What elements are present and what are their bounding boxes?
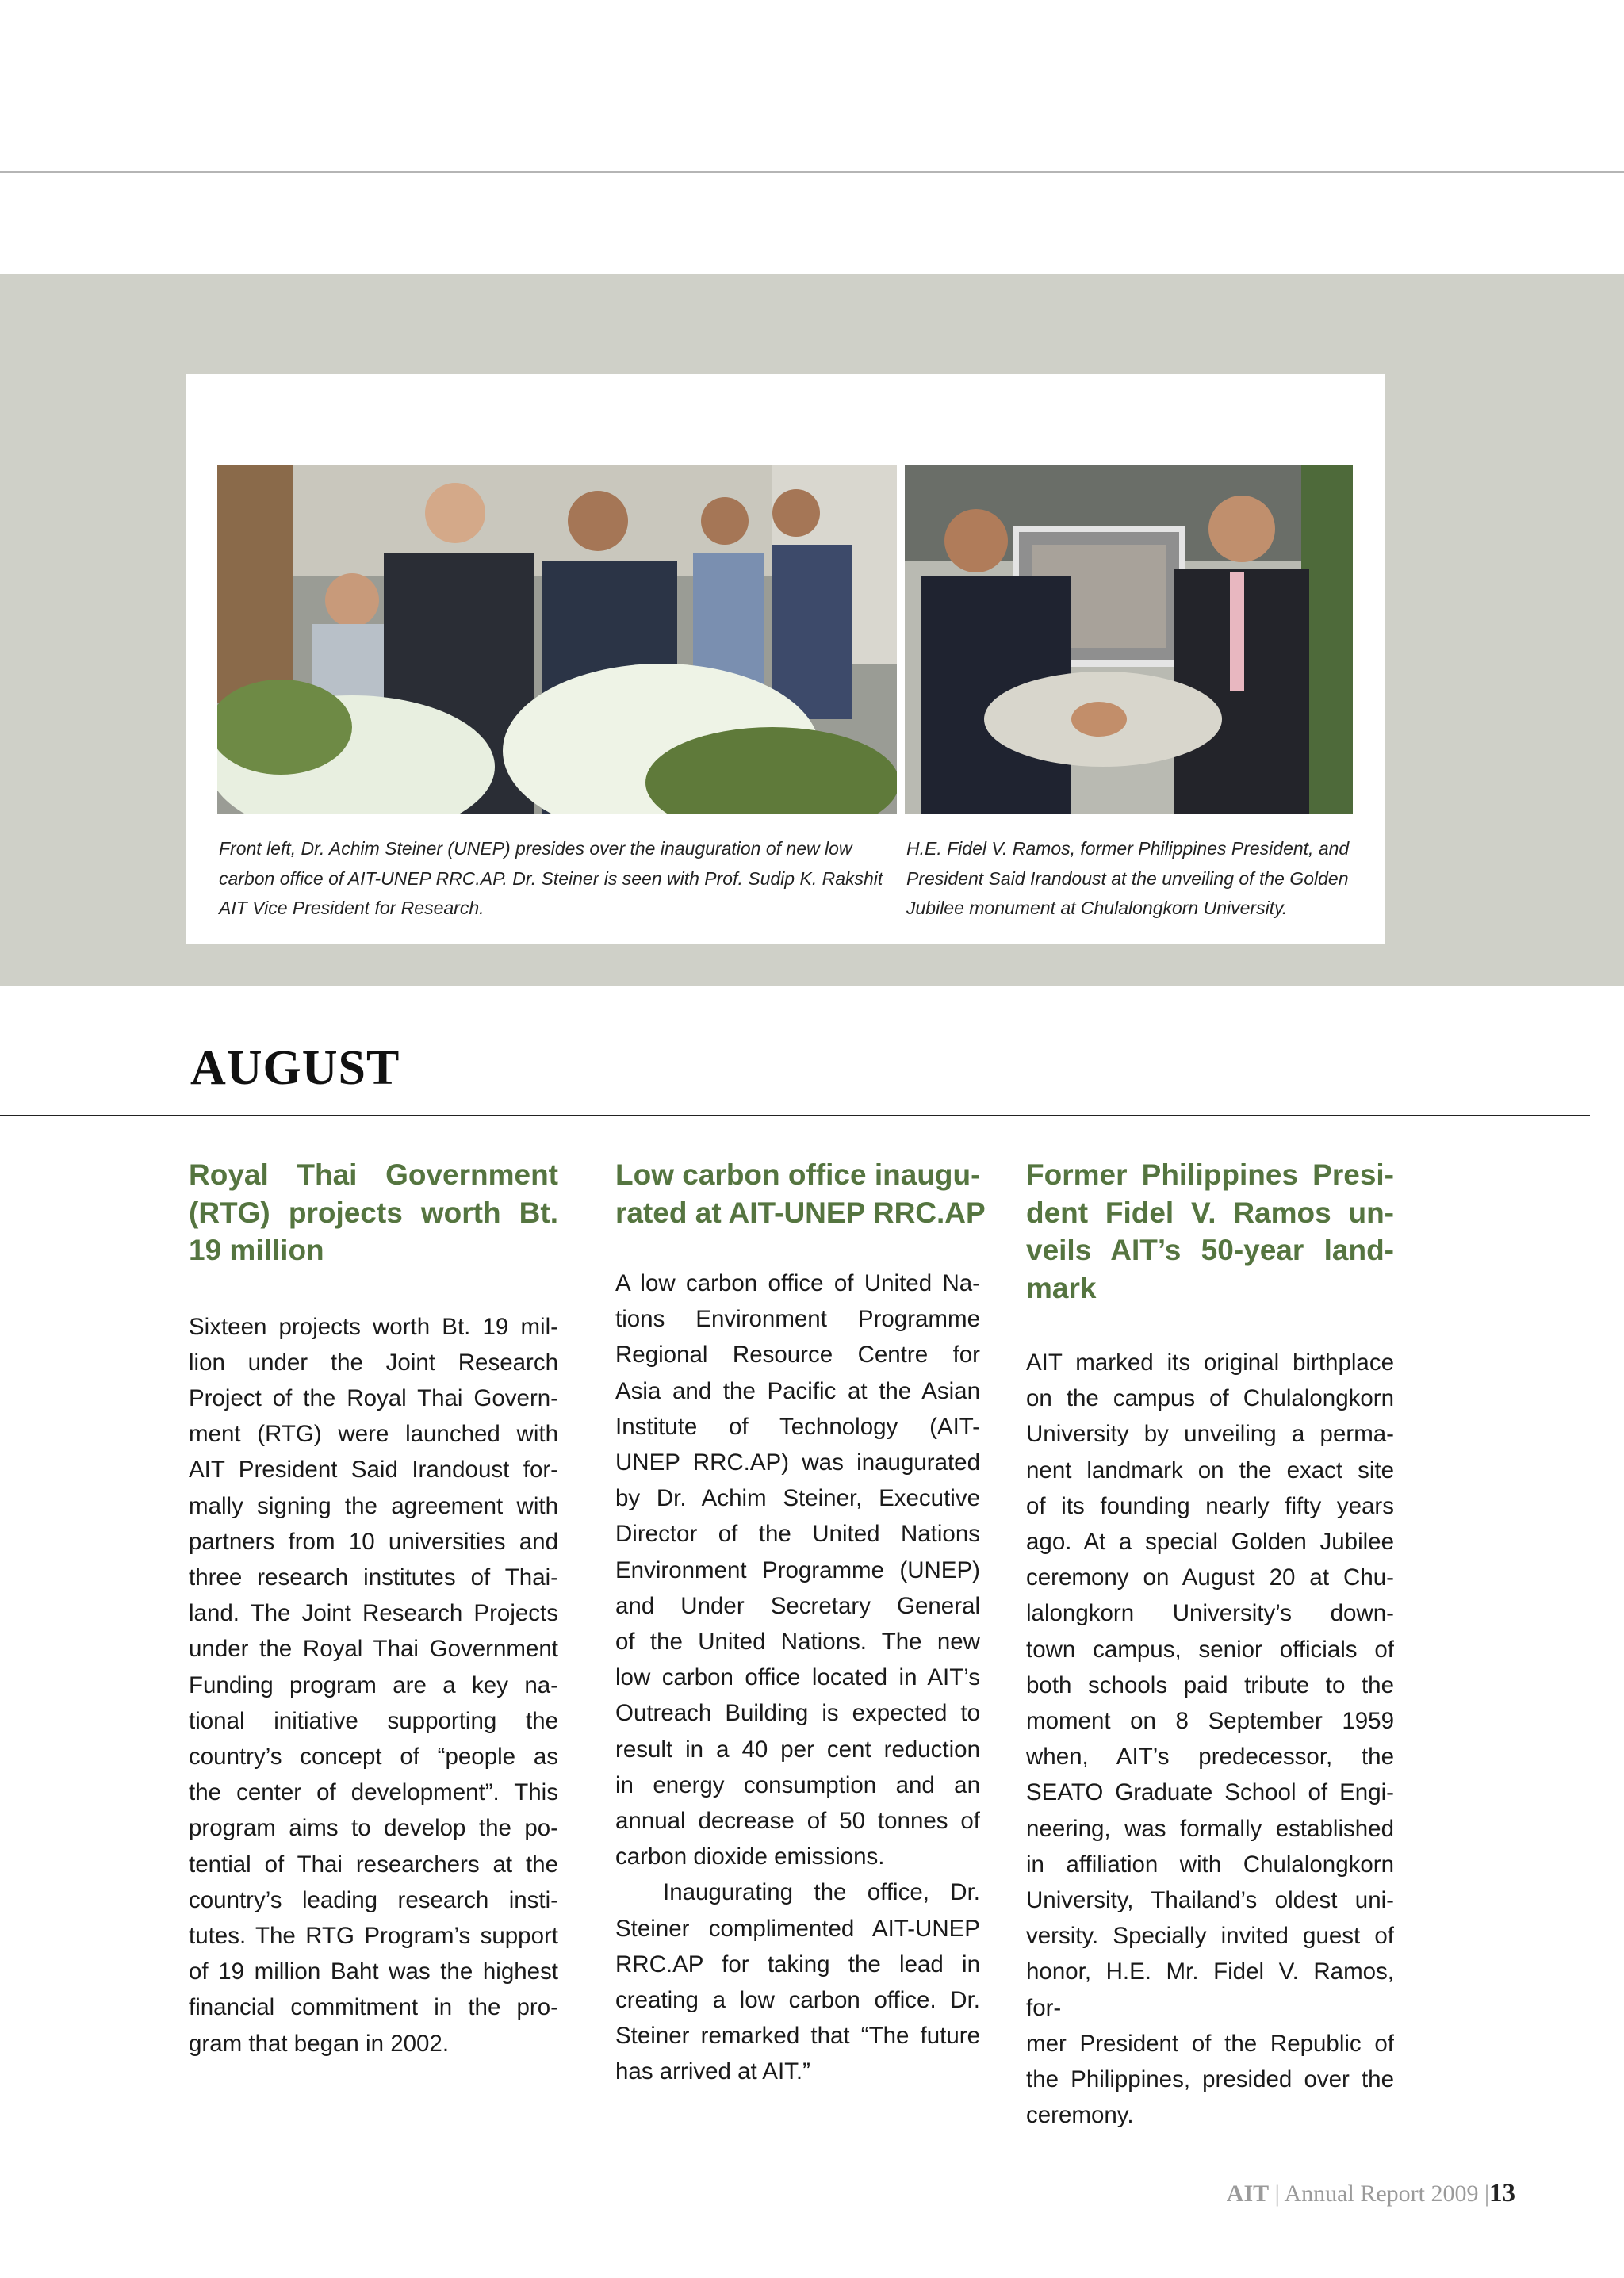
footer-brand: AIT [1226,2180,1270,2207]
article-body: AIT marked its original birthplace on the campus of Chulalongkorn University by unveiling a perma- nent landmark on the exact site of its founding nearly fifty years ago. At a special Golden Jubilee ceremony on August 20 at Chu- lalongkorn University’s down- town campus, senior officials of both schools paid tribute to the moment on 8 September 1959 when, AIT’s predecessor, the SEATO Graduate School of Engi- neering, was formally established in affiliation with Chulalongkorn University, Thailand’s oldest uni- versity. Specially invited guest of honor, H.E. Mr. Fidel V. Ramos, for- mer President of the Republic of the Philippines, presided over the ceremony. [1026,1350,1394,2129]
footer-separator-2: | [1484,2180,1489,2207]
article-title: Former Philippines Presi- dent Fidel V. Ramos un- veils AIT’s 50-year land- mark [1026,1158,1394,1304]
footer-report-title: Annual Report 2009 [1284,2180,1479,2207]
article-title: Royal Thai Government (RTG) projects worth Bt. 19 million [189,1158,558,1266]
article-title: Low carbon office inaugu- rated at AIT-UNEP RRC.AP [615,1158,986,1229]
page-number: 13 [1489,2179,1515,2207]
footer-separator: | [1274,2180,1280,2207]
monument-handshake-photo [905,465,1353,814]
inauguration-photo [217,465,897,814]
article-ramos-landmark [1026,1156,1394,2133]
photo-card [186,374,1385,944]
month-heading: AUGUST [190,1041,400,1095]
article-rtg-projects [189,1156,558,2062]
month-divider [0,1115,1590,1116]
top-divider [0,171,1624,173]
article-low-carbon-office [615,1156,986,2090]
article-body: Sixteen projects worth Bt. 19 mil- lion under the Joint Research Project of the Royal Thai Govern- ment (RTG) were launched with AIT President Said Irandoust for- mally signing the agreement with partners from 10 universities and three research institutes of Thai- land. The Joint Research Projects under the Royal Thai Government Funding program are a key na- tional initiative supporting the country’s concept of “people as the center of development”. This program aims to develop the po- tential of Thai researchers at the country’s leading research insti- tutes. The RTG Program’s support of 19 million Baht was the highest financial commitment in the pro- gram that began in 2002. [189,1313,558,2057]
article-body: A low carbon office of United Na- tions Environment Programme Regional Resource Centre for Asia and the Pacific at the Asian Institute of Technology (AIT- UNEP RRC.AP) was inaugurated by Dr. Achim Steiner, Executive Director of the United Nations Environment Programme (UNEP) and Under Secretary General of the United Nations. The new low carbon office located in AIT’s Outreach Building is expected to result in a 40 per cent reduction in energy consumption and an annual decrease of 50 tonnes of carbon dioxide emissions. Inaugurating the office, Dr. Steiner complimented AIT-UNEP RRC.AP for taking the lead in creating a low carbon office. Dr. Steiner remarked that “The future has arrived at AIT.” [615,1270,980,2085]
page-footer [1227,2179,1515,2208]
right-photo-caption: H.E. Fidel V. Ramos, former Philippines President, and President Said Irandoust at the unveiling of the Golden Jubilee monument at Chulalongkorn University. [906,838,1350,918]
left-photo-caption: Front left, Dr. Achim Steiner (UNEP) presides over the inauguration of new low carbon office of AIT-UNEP RRC.AP. Dr. Steiner is seen with Prof. Sudip K. Rakshit AIT Vice President for Research. [219,838,883,918]
